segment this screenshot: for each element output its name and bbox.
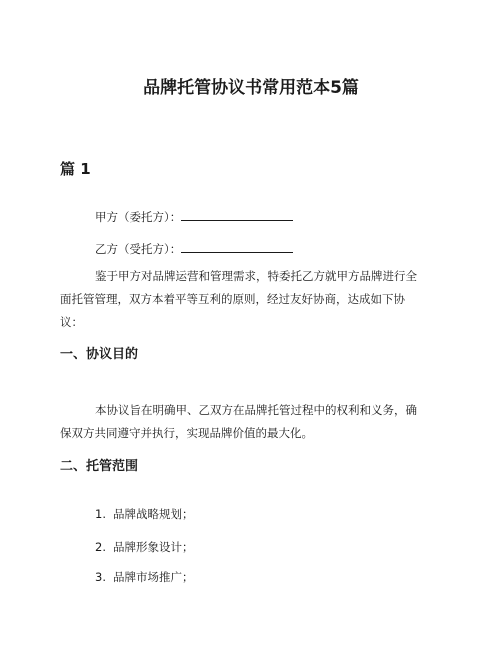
list-item-text: 品牌市场推广； (113, 570, 194, 584)
party-a-blank (181, 208, 293, 221)
article1-line: 保双方共同遵守并执行，实现品牌价值的最大化。 (60, 426, 313, 440)
article2-heading: 二、托管范围 (60, 459, 139, 474)
list-item (95, 569, 194, 585)
list-item-number: 3. (95, 570, 106, 584)
party-b-blank (181, 240, 293, 253)
list-item (95, 506, 194, 522)
list-item (95, 539, 194, 555)
document-title: 品牌托管协议书常用范本5篇 (143, 78, 359, 98)
list-item-text: 品牌战略规划； (113, 507, 194, 521)
list-item-number: 2. (95, 540, 106, 554)
section-heading: 篇 1 (60, 160, 91, 178)
list-item-text: 品牌形象设计； (113, 540, 194, 554)
intro-paragraph (60, 265, 446, 334)
party-b-label: 乙方（受托方）： (95, 242, 182, 256)
article1-heading: 一、协议目的 (60, 347, 139, 362)
intro-line: 面托管管理，双方本着平等互利的原则，经过友好协商，达成如下协 (60, 292, 405, 306)
party-a-line (60, 208, 293, 225)
party-a-label: 甲方（委托方）： (95, 210, 182, 224)
article1-paragraph (60, 399, 446, 445)
list-item-number: 1. (95, 507, 106, 521)
party-b-line (60, 240, 293, 257)
intro-line: 鉴于甲方对品牌运营和管理需求，特委托乙方就甲方品牌进行全 (95, 269, 417, 283)
article1-line: 本协议旨在明确甲、乙双方在品牌托管过程中的权利和义务，确 (95, 403, 417, 417)
intro-line: 议： (60, 315, 83, 329)
